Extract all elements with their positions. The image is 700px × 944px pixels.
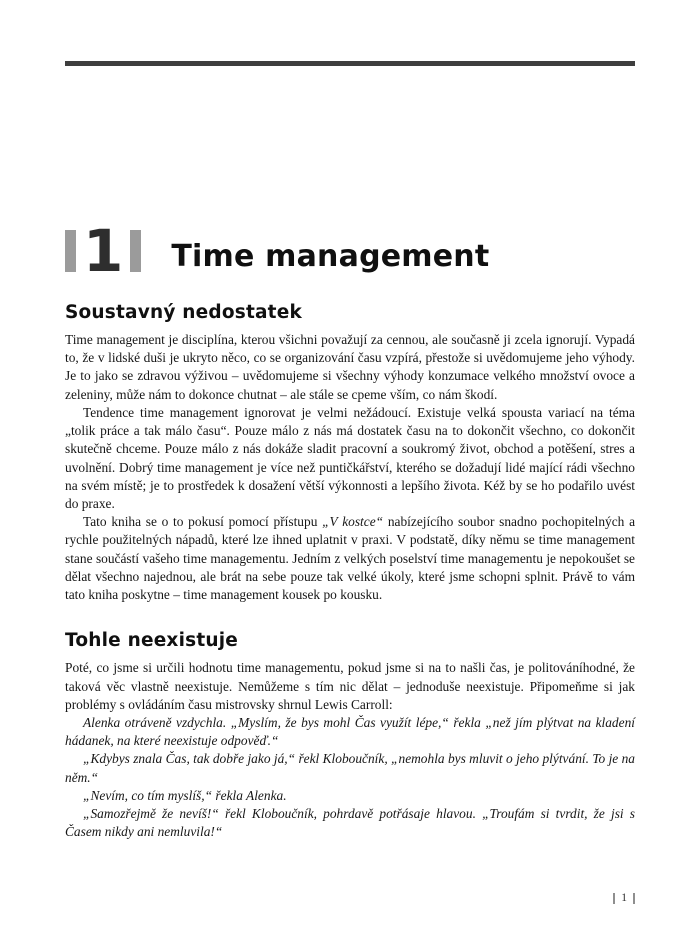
section-soustavny-nedostatek: [65, 302, 635, 604]
quote-paragraph: „Nevím, co tím myslíš,“ řekla Alenka.: [83, 787, 287, 803]
page-footer: [613, 893, 635, 905]
paragraph: Tendence time management ignorovat je velmi nežádoucí. Existuje velká spousta variací na téma „tolik práce a tak málo času“. Pouze málo z nás má dostatek času na to dokončit všechno, co dokončit skutečně chceme. Pouze málo z nás dokáže sladit pracovní a soukromý život, obchod a potěšení, stres a uvolnění. Dobrý time management je více než puntičkářství, kterého se dožadují lidé mající rádi všechno na svém místě; je to prostředek k dosažení větší výkonnosti a lepšího života. Kéž by se ho podařilo uvést do praxe.: [65, 404, 635, 511]
quote-paragraph: Alenka otráveně vzdychla. „Myslím, že bys mohl Čas využít lépe,“ řekla „než jím plýtvat na kladení hádanek, na které neexistuje odpověď.“: [65, 714, 635, 749]
paragraph-text: Tato kniha se o to pokusí pomocí přístupu: [83, 514, 323, 530]
top-rule: [65, 61, 635, 66]
paragraph: Time management je disciplína, kterou všichni považují za cennou, ale současně ji zcela ignorují. Vypadá to, že v lidské duši je ukryto něco, co se organizování času vzpírá, přestože si uvědomujeme jeho výhody. Je to jako se zdravou výživou – uvědomujeme si všechny výhody konzumace velkého množství ovoce a zeleniny, může nám to dokonce chutnat – ale stále se cpeme vším, co nám škodí.: [65, 332, 635, 402]
chapter-marker-bar-right: [130, 230, 141, 272]
quote-paragraph: „Samozřejmě že nevíš!“ řekl Kloboučník, pohrdavě potřásaje hlavou. „Troufám si tvrdit, že jsi s Časem nikdy ani nemluvila!“: [65, 806, 635, 840]
quote-paragraph: „Kdybys znala Čas, tak dobře jako já,“ řekl Kloboučník, „nemohla bys mluvit o jeho plýtvání. To je na něm.“: [65, 751, 635, 785]
page-number-bar-left: [613, 893, 615, 904]
chapter-header: [65, 217, 635, 285]
paragraph: Poté, co jsme si určili hodnotu time managementu, pokud jsme si na to našli čas, je politováníhodné, že taková věc vlastně neexistuje. Nemůžeme s tím nic dělat – jednoduše neexistuje. Připomeňme si jak problémy s ovládáním času mistrovsky shrnul Lewis Carroll:: [65, 660, 635, 712]
chapter-title: Time management: [171, 239, 490, 274]
chapter-number: 1: [83, 217, 124, 285]
section-heading: Soustavný nedostatek: [65, 302, 302, 323]
section-heading: Tohle neexistuje: [65, 630, 239, 652]
book-series-name: „V kostce“: [322, 514, 384, 530]
page-number-bar-right: [633, 893, 635, 904]
paragraph-text: nabízejícího soubor snadno pochopitelných a rychle použitelných nápadů, které lze ihned uplatnit v praxi. V podstatě, díky němu se time management stane součástí vašeho time managementu. Jedním z velkých poselství time managementu je nepokoušet se dělat všechno najednou, ale brát na sebe pouze tak velké úkoly, které jsme schopni splnit. Právě to vám tato kniha poskytne – time management kousek po kousku.: [65, 514, 636, 603]
chapter-marker-bar-left: [65, 230, 76, 272]
section-tohle-neexistuje: [65, 630, 635, 841]
paragraph: [65, 513, 635, 604]
page-number: 1: [621, 891, 627, 904]
